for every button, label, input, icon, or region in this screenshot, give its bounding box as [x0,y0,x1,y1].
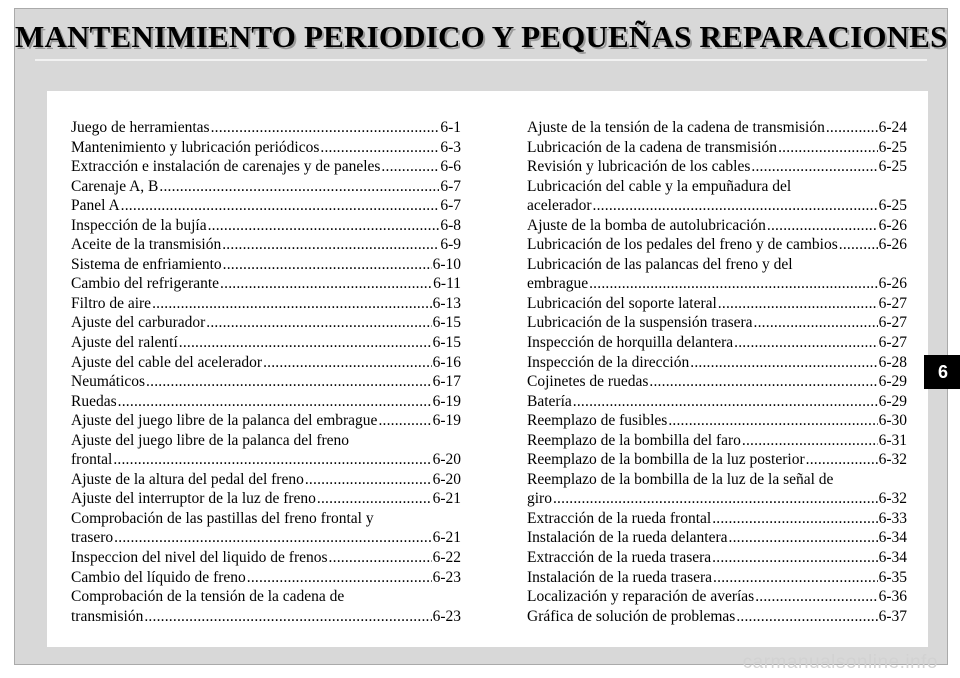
toc-entry[interactable] [71,118,461,138]
toc-entry-title: Lubricación de la suspensión trasera [527,314,753,332]
toc-leader-dots [211,118,440,138]
toc-entry[interactable] [71,274,461,294]
toc-entry-page: 6-32 [878,451,907,469]
toc-entry[interactable] [71,548,461,568]
toc-leader-dots [690,353,877,373]
toc-entry[interactable] [71,470,461,490]
toc-entry[interactable] [71,177,461,197]
toc-entry-title: Cambio del refrigerante [71,275,220,293]
toc-leader-dots [826,118,878,138]
toc-entry-page: 6-20 [432,451,461,469]
toc-entry-page: 6-35 [878,568,907,586]
toc-leader-dots [713,568,878,588]
toc-entry[interactable] [527,568,907,588]
toc-entry-page: 6-27 [878,294,907,312]
toc-leader-dots [223,255,432,275]
toc-entry[interactable] [527,392,907,412]
toc-entry-page: 6-31 [878,431,907,449]
toc-entry-title: Cojinetes de ruedas [527,373,649,391]
toc-entry[interactable] [71,216,461,236]
toc-entry-page: 6-17 [432,373,461,391]
toc-leader-dots [222,235,439,255]
toc-leader-dots [755,587,877,607]
toc-leader-dots [767,216,878,236]
toc-entry-title: Sistema de enfriamiento [71,255,222,273]
toc-entry-title: Instalación de la rueda delantera [527,529,728,547]
toc-entry-page: 6-7 [440,197,461,215]
toc-entry-page: 6-34 [878,549,907,567]
toc-leader-dots [329,548,432,568]
toc-entry-page: 6-3 [440,138,461,156]
toc-entry-page: 6-23 [432,568,461,586]
toc-leader-dots [247,568,432,588]
toc-leader-dots [159,177,439,197]
toc-leader-dots [839,235,878,255]
toc-entry[interactable] [71,587,461,626]
toc-entry-title: Inspección de la bujía [71,216,207,234]
toc-entry[interactable] [71,255,461,275]
toc-entry-title: Inspección de horquilla delantera [527,334,734,352]
toc-entry-page: 6-28 [878,353,907,371]
toc-entry-title: Ajuste de la bomba de autolubricación [527,216,766,234]
toc-entry-page: 6-6 [440,158,461,176]
toc-entry[interactable] [527,431,907,451]
toc-entry-title: Localización y reparación de averías [527,588,755,606]
toc-leader-dots [734,333,877,353]
toc-entry-title: Mantenimiento y lubricación periódicos [71,138,320,156]
toc-entry-title: Ajuste de la altura del pedal del freno [71,470,304,488]
toc-entry-title: Inspeccion del nivel del liquido de frenos [71,549,328,567]
toc-leader-dots [754,313,878,333]
toc-entry-title: transmisión [71,607,144,625]
toc-entry-page: 6-15 [432,314,461,332]
toc-entry[interactable] [527,411,907,431]
toc-entry[interactable] [527,118,907,138]
toc-entry-page: 6-26 [878,275,907,293]
toc-entry[interactable] [527,177,907,216]
toc-entry-title: Lubricación de los pedales del freno y de cambios [527,236,838,254]
toc-entry-title: Juego de herramientas [71,119,210,136]
toc-entry-page: 6-11 [433,275,461,293]
toc-entry-page: 6-19 [432,392,461,410]
toc-leader-dots [317,489,432,509]
toc-entry-title: trasero [71,529,114,547]
toc-entry-title: Panel A [71,197,120,215]
toc-entry[interactable] [71,138,461,158]
toc-entry[interactable] [527,333,907,353]
toc-entry-title-line1: Reemplazo de la bombilla de la luz de la señal de [527,470,834,488]
toc-leader-dots [305,470,432,490]
toc-entry-page: 6-7 [440,177,461,195]
toc-entry[interactable] [71,235,461,255]
toc-entry-title: Ajuste de la tensión de la cadena de transmisión [527,119,825,136]
toc-entry-title: Lubricación de la cadena de transmisión [527,138,778,156]
toc-entry[interactable] [71,411,461,431]
toc-leader-dots [778,138,878,158]
toc-column-left [71,118,461,626]
toc-entry-page: 6-36 [878,588,907,606]
toc-entry-title: Ajuste del carburador [71,314,206,332]
toc-entry[interactable] [527,157,907,177]
toc-entry-page: 6-24 [878,119,907,136]
toc-leader-dots [206,313,431,333]
toc-entry-page: 6-32 [878,490,907,508]
toc-entry-page: 6-33 [878,509,907,527]
toc-entry[interactable] [527,450,907,470]
toc-leader-dots [593,196,878,216]
toc-entry-page: 6-34 [878,529,907,547]
toc-leader-dots [179,333,432,353]
toc-entry-title: Ajuste del ralentí [71,334,178,352]
toc-leader-dots [118,392,432,412]
toc-entry[interactable] [527,607,907,627]
toc-entry[interactable] [527,138,907,158]
toc-entry[interactable] [527,255,907,294]
toc-entry[interactable] [527,294,907,314]
toc-entry-title-line1: Lubricación de las palancas del freno y del [527,255,793,273]
toc-leader-dots [146,372,432,392]
toc-leader-dots [208,216,440,236]
toc-entry-title: Ajuste del interruptor de la luz de freno [71,490,316,508]
page-title: MANTENIMIENTO PERIODICO Y PEQUEÑAS REPARACIONES [15,19,948,54]
toc-leader-dots [806,450,878,470]
toc-entry-title: Cambio del líquido de freno [71,568,246,586]
toc-entry[interactable] [71,372,461,392]
toc-entry-title: embrague [527,275,589,293]
toc-entry-title: Aceite de la transmisión [71,236,222,254]
toc-panel [47,91,928,647]
toc-entry-page: 6-22 [432,549,461,567]
toc-leader-dots [114,528,431,548]
toc-entry-page: 6-29 [878,392,907,410]
toc-entry[interactable] [527,372,907,392]
toc-entry-page: 6-16 [432,353,461,371]
toc-entry-title: Gráfica de solución de problemas [527,607,736,625]
toc-entry[interactable] [527,587,907,607]
toc-entry-title: Batería [527,392,572,410]
toc-leader-dots [320,138,439,158]
page-frame [14,8,948,665]
toc-entry-title: Extracción e instalación de carenajes y de paneles [71,158,381,176]
toc-entry-page: 6-10 [432,255,461,273]
toc-leader-dots [589,274,877,294]
toc-entry-title: Lubricación del soporte lateral [527,294,717,312]
toc-leader-dots [113,450,431,470]
toc-entry-title: Ruedas [71,392,117,410]
toc-entry-page: 6-23 [432,607,461,625]
toc-entry[interactable] [527,313,907,333]
toc-entry-title: Neumáticos [71,373,146,391]
toc-leader-dots [668,411,877,431]
toc-leader-dots [712,548,877,568]
toc-entry-title: Extracción de la rueda frontal [527,509,712,527]
toc-leader-dots [649,372,877,392]
toc-entry[interactable] [527,528,907,548]
toc-entry-title-line1: Ajuste del juego libre de la palanca del freno [71,431,350,449]
toc-leader-dots [742,431,878,451]
toc-leader-dots [553,489,878,509]
toc-entry[interactable] [71,196,461,216]
toc-entry-page: 6-25 [878,138,907,156]
toc-entry-page: 6-13 [432,294,461,312]
toc-entry-title-line1: Lubricación del cable y la empuñadura del [527,177,792,195]
toc-leader-dots [263,353,432,373]
toc-entry-title-line1: Comprobación de las pastillas del freno frontal y [71,509,374,527]
toc-leader-dots [220,274,432,294]
toc-entry-title: Inspección de la dirección [527,353,690,371]
toc-entry-page: 6-21 [432,490,461,508]
toc-entry[interactable] [71,489,461,509]
chapter-tab[interactable]: 6 [924,355,960,389]
toc-entry-title: Reemplazo de fusibles [527,412,668,430]
toc-entry-title: Ajuste del cable del acelerador [71,353,263,371]
watermark: carmanualsonline.info [742,652,938,673]
toc-entry[interactable] [527,509,907,529]
toc-entry[interactable] [527,353,907,373]
toc-entry-page: 6-30 [878,412,907,430]
toc-entry-page: 6-20 [432,470,461,488]
toc-entry[interactable] [71,294,461,314]
toc-leader-dots [152,294,432,314]
toc-entry[interactable] [527,235,907,255]
toc-entry[interactable] [527,470,907,509]
toc-leader-dots [718,294,878,314]
toc-entry-page: 6-29 [878,373,907,391]
toc-leader-dots [751,157,877,177]
toc-entry-title-line1: Comprobación de la tensión de la cadena de [71,588,345,606]
toc-entry-title: giro [527,490,552,508]
toc-entry-page: 6-26 [878,236,907,254]
toc-entry[interactable] [71,353,461,373]
toc-entry-page: 6-27 [878,314,907,332]
toc-entry[interactable] [71,509,461,548]
toc-entry-page: 6-26 [878,216,907,234]
toc-entry-title: acelerador [527,197,592,215]
title-divider [35,59,927,61]
toc-entry-page: 6-25 [878,158,907,176]
toc-leader-dots [381,157,439,177]
toc-entry[interactable] [527,216,907,236]
toc-entry-title: Revisión y lubricación de los cables [527,158,751,176]
toc-entry-page: 6-25 [878,197,907,215]
toc-entry-page: 6-9 [440,236,461,254]
toc-entry-title: frontal [71,451,113,469]
toc-leader-dots [144,607,431,627]
toc-entry-title: Reemplazo de la bombilla de la luz posterior [527,451,805,469]
toc-entry-title: Filtro de aire [71,294,152,312]
toc-entry[interactable] [527,548,907,568]
toc-leader-dots [712,509,877,529]
toc-leader-dots [736,607,877,627]
toc-column-right [527,118,907,626]
toc-entry-page: 6-27 [878,334,907,352]
toc-entry[interactable] [71,392,461,412]
toc-entry-page: 6-21 [432,529,461,547]
toc-leader-dots [121,196,440,216]
toc-entry-title: Carenaje A, B [71,177,159,195]
toc-entry-page: 6-19 [432,412,461,430]
toc-entry-page: 6-1 [440,119,461,136]
toc-entry-page: 6-37 [878,607,907,625]
toc-entry[interactable] [71,431,461,470]
toc-entry[interactable] [71,333,461,353]
toc-entry-page: 6-8 [440,216,461,234]
toc-leader-dots [729,528,878,548]
toc-entry-title: Reemplazo de la bombilla del faro [527,431,741,449]
toc-leader-dots [378,411,431,431]
toc-entry-title: Instalación de la rueda trasera [527,568,713,586]
toc-entry[interactable] [71,568,461,588]
toc-entry[interactable] [71,157,461,177]
toc-entry-title: Ajuste del juego libre de la palanca del embrague [71,412,378,430]
toc-leader-dots [573,392,878,412]
toc-entry-page: 6-15 [432,334,461,352]
toc-entry-title: Extracción de la rueda trasera [527,549,712,567]
toc-entry[interactable] [71,313,461,333]
